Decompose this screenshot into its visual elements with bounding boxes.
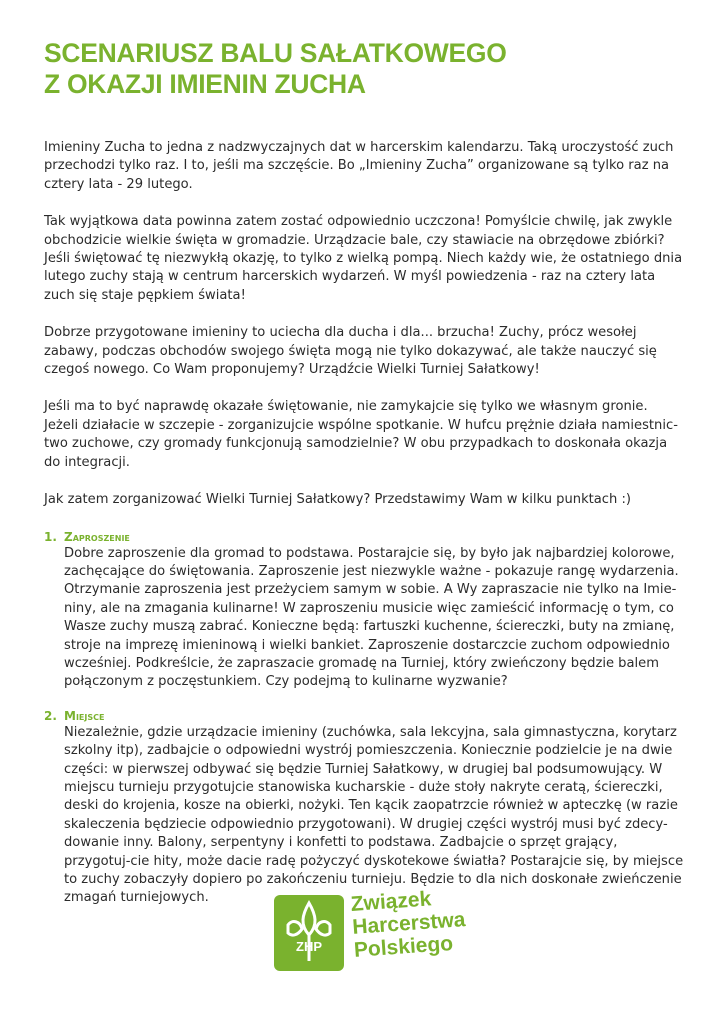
section-title: Miejsce <box>64 708 105 723</box>
section-number: 2. <box>44 708 57 723</box>
section-heading <box>44 708 684 724</box>
logo-line-1: Związek <box>350 887 432 916</box>
body-text <box>44 139 684 908</box>
paragraph: Imieniny Zucha to jedna z nadzwyczajnych dat w harcerskim kalendarzu. Taką uroczystość zuch przechodzi tylko raz. I to, jeśli ma szczęście. Bo „Imieniny Zucha” organizowane są tylko raz na cztery lata - 29 lutego. <box>44 140 674 192</box>
logo-wordmark <box>350 885 468 962</box>
logo-mark-text: ZHP <box>296 939 322 954</box>
section-body: Niezależnie, gdzie urządzacie imieniny (zuchówka, sala lekcyjna, sala gimnastyczna, korytarz szkolny itp), zadbajcie o odpowiedni wystrój pomieszczenia. Koniecznie podzielcie je na dwie części: w pierwszej odbywać się będzie Turniej Sałatkowy, w drugiej bal podsumowujący. W miejscu turnieju przygotujcie stanowiska kucharskie - duże stoły nakryte ceratą, ściereczki, deski do krojenia, kosze na obierki, nożyki. Ten kącik zaopatrzcie również w apteczkę (w razie skaleczenia będziecie odpowiednio przygotowani). W drugiej części wystrój musi być zdecy-dowanie inny. Balony, serpentyny i konfetti to podstawa. Zadbajcie o sprzęt grający, przygotuj-cie hity, może dacie radę pożyczyć dyskotekowe światła? Postarajcie się, by miejsce to zuchy zobaczyły dopiero po zakończeniu turnieju. Będzie to dla nich doskonałe zwieńczenie zmagań turniejowych. <box>64 724 684 906</box>
section-heading <box>44 529 684 545</box>
section-body: Dobre zaproszenie dla gromad to podstawa. Postarajcie się, by było jak najbardziej kolorowe, zachęcające do świętowania. Zaproszenie jest niezwykle ważne - pokazuje rangę wydarzenia. Otrzymanie zaproszenia jest przeżyciem samym w sobie. A Wy zapraszacie nie tylko na Imie-niny, ale na zmagania kulinarne! W zaproszeniu musicie więc zamieścić informację o tym, co Wasze zuchy muszą zabrać. Konieczne będą: fartuszki kuchenne, ściereczki, buty na zmianę, stroje na imprezę imieninową i wielki bankiet. Zaproszenie dostarczcie zuchom odpowiednio wcześniej. Podkreślcie, że zapraszacie gromadę na Turniej, który zwieńczony będzie balem połączonym z poczęstunkiem. Czy podejmą to kulinarne wyzwanie? <box>64 545 679 690</box>
section-title: Zaproszenie <box>64 529 130 544</box>
paragraph: Jeśli ma to być naprawdę okazałe świętowanie, nie zamykajcie się tylko we własnym gronie. Jeżeli działacie w szczepie - zorganizujcie wspólne spotkanie. W hufcu prężnie działa namiestnic-two zuchowe, czy gromady funkcjonują samodzielnie? W obu przypadkach to doskonała okazja do integracji. <box>44 399 678 470</box>
title-line-1: SCENARIUSZ BALU SAŁATKOWEGO <box>44 38 507 68</box>
paragraph: Tak wyjątkowa data powinna zatem zostać odpowiednio uczczona! Pomyślcie chwilę, jak zwykle obchodzicie wielkie święta w gromadzie. Urządzacie bale, czy stawiacie na obrzędowe zbiórki? Jeśli świętować tę niezwykłą okazję, to tylko z wielką pompą. Niech każdy wie, że ostatniego dnia lutego zuchy stają w centrum harcerskich wydarzeń. W myśl powiedzenia - raz na cztery lata zuch się staje pępkiem świata! <box>44 214 683 303</box>
page-title <box>44 38 684 100</box>
lily-emblem-icon <box>274 895 344 971</box>
logo-line-2: Harcerstwa <box>351 908 467 939</box>
paragraph: Dobrze przygotowane imieniny to uciecha dla ducha i dla... brzucha! Zuchy, prócz wesołej zabawy, podczas obchodów swojego święta mogą nie tylko dokazywać, ale także nauczyć się czegoś nowego. Co Wam proponujemy? Urządźcie Wielki Turniej Sałatkowy! <box>44 325 657 378</box>
section-place <box>44 708 684 908</box>
title-line-2: Z OKAZJI IMIENIN ZUCHA <box>44 69 366 99</box>
section-number: 1. <box>44 529 57 544</box>
section-invitation <box>44 529 684 692</box>
paragraph: Jak zatem zorganizować Wielki Turniej Sałatkowy? Przedstawimy Wam w kilku punktach :) <box>44 492 631 508</box>
document-page <box>44 38 684 924</box>
zhp-logo <box>274 887 484 973</box>
logo-line-3: Polskiego <box>353 931 454 962</box>
